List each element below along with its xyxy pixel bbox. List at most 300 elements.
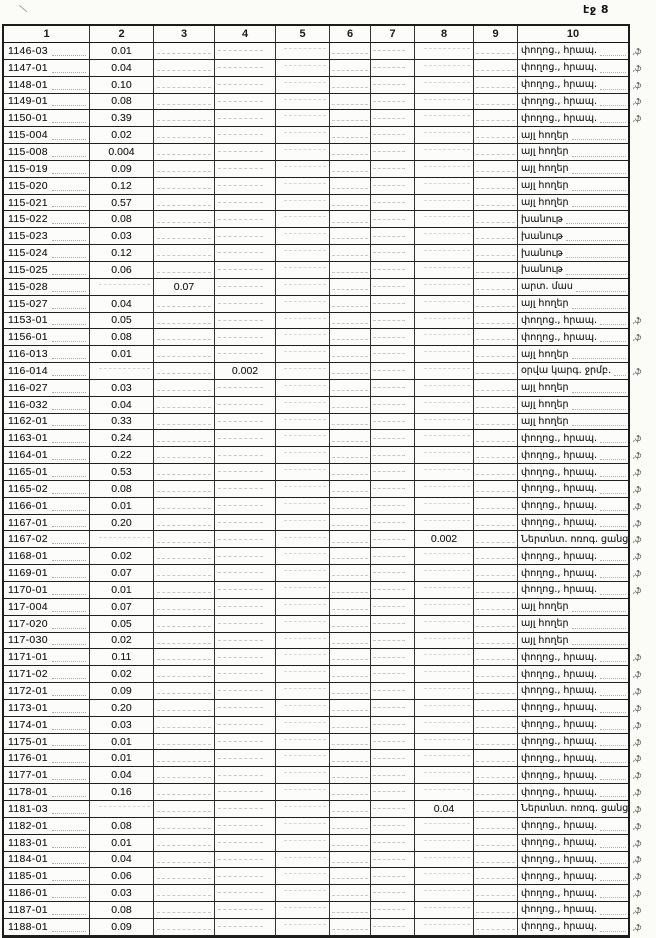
empty-cell	[415, 346, 474, 363]
empty-cell	[215, 481, 276, 498]
empty-cell	[371, 211, 415, 228]
empty-cell	[330, 868, 371, 885]
empty-cell	[215, 144, 276, 161]
parcel-code: 116-027	[4, 380, 90, 397]
empty-cell	[474, 380, 518, 397]
empty-cell	[415, 750, 474, 767]
parcel-code: 1178-01	[4, 784, 90, 801]
empty-cell	[276, 329, 330, 346]
empty-cell	[415, 784, 474, 801]
margin-mark: ,ֆ	[633, 97, 641, 107]
land-use-category: փողոց., հրապ.	[518, 852, 628, 869]
empty-cell	[330, 700, 371, 717]
parcel-code: 1176-01	[4, 750, 90, 767]
area-value: 0.39	[90, 110, 154, 127]
parcel-code: 115-028	[4, 279, 90, 296]
empty-cell	[276, 127, 330, 144]
margin-mark-empty	[633, 178, 655, 195]
empty-cell	[276, 818, 330, 835]
empty-cell	[330, 464, 371, 481]
land-use-category: այլ հողեր	[518, 178, 628, 195]
empty-cell	[415, 296, 474, 313]
empty-cell	[415, 852, 474, 869]
empty-cell	[371, 498, 415, 515]
land-use-category: այլ հողեր	[518, 414, 628, 431]
land-use-category: փողոց., հրապ.	[518, 329, 628, 346]
parcel-code: 116-013	[4, 346, 90, 363]
empty-cell	[154, 868, 215, 885]
parcel-code: 1170-01	[4, 582, 90, 599]
land-use-category: փողոց., հրապ.	[518, 464, 628, 481]
margin-mark-empty	[633, 211, 655, 228]
margin-mark: ,ֆ	[633, 653, 641, 663]
empty-cell	[330, 835, 371, 852]
parcel-code: 1148-01	[4, 77, 90, 94]
empty-cell	[474, 43, 518, 60]
empty-cell	[276, 447, 330, 464]
land-use-category: փողոց., հրապ.	[518, 666, 628, 683]
empty-cell	[276, 481, 330, 498]
margin-mark: ,ֆ	[633, 63, 641, 73]
land-use-category: փողոց., հրապ.	[518, 515, 628, 532]
empty-cell	[154, 784, 215, 801]
parcel-code: 117-004	[4, 599, 90, 616]
empty-cell	[215, 245, 276, 262]
area-value: 0.07	[154, 279, 215, 296]
empty-cell	[371, 178, 415, 195]
parcel-code: 1149-01	[4, 94, 90, 111]
margin-mark: ,ֆ	[633, 451, 641, 461]
empty-cell	[276, 801, 330, 818]
empty-cell	[371, 195, 415, 212]
empty-cell	[474, 430, 518, 447]
empty-cell	[415, 835, 474, 852]
area-value: 0.01	[90, 582, 154, 599]
parcel-code: 1165-02	[4, 481, 90, 498]
empty-cell	[474, 178, 518, 195]
empty-cell	[154, 363, 215, 380]
empty-cell	[474, 835, 518, 852]
area-value: 0.02	[90, 548, 154, 565]
land-use-category: խանութ	[518, 211, 628, 228]
parcel-code: 115-025	[4, 262, 90, 279]
empty-cell	[371, 296, 415, 313]
empty-cell	[415, 666, 474, 683]
empty-cell	[330, 262, 371, 279]
empty-cell	[276, 380, 330, 397]
parcel-code: 1186-01	[4, 885, 90, 902]
margin-mark: ,ֆ	[633, 737, 641, 747]
parcel-code: 1153-01	[4, 313, 90, 330]
empty-cell	[371, 94, 415, 111]
margin-mark: ,ֆ	[633, 804, 641, 814]
land-use-category: այլ հողեր	[518, 616, 628, 633]
empty-cell	[371, 77, 415, 94]
data-table	[2, 24, 630, 938]
empty-cell	[474, 582, 518, 599]
empty-cell	[415, 77, 474, 94]
empty-cell	[415, 144, 474, 161]
empty-cell	[154, 835, 215, 852]
empty-cell	[215, 515, 276, 532]
margin-mark: ,ֆ	[633, 788, 641, 798]
empty-cell	[371, 835, 415, 852]
empty-cell	[474, 818, 518, 835]
land-use-category: փողոց., հրապ.	[518, 868, 628, 885]
margin-mark: ,ֆ	[633, 922, 641, 932]
area-value: 0.07	[90, 599, 154, 616]
parcel-code: 117-020	[4, 616, 90, 633]
empty-cell	[215, 414, 276, 431]
parcel-code: 117-030	[4, 633, 90, 650]
land-use-category: խանութ	[518, 262, 628, 279]
empty-cell	[371, 565, 415, 582]
empty-cell	[215, 784, 276, 801]
margin-mark-empty	[633, 346, 655, 363]
column-header-7: 7	[371, 26, 415, 43]
empty-cell	[330, 447, 371, 464]
empty-cell	[371, 700, 415, 717]
empty-cell	[215, 498, 276, 515]
empty-cell	[215, 447, 276, 464]
parcel-code: 1163-01	[4, 430, 90, 447]
parcel-code: 1165-01	[4, 464, 90, 481]
empty-cell	[276, 750, 330, 767]
column-header-5: 5	[276, 26, 330, 43]
area-value: 0.12	[90, 178, 154, 195]
empty-cell	[154, 852, 215, 869]
land-use-category: այլ հողեր	[518, 127, 628, 144]
margin-mark-empty	[633, 161, 655, 178]
empty-cell	[215, 599, 276, 616]
empty-cell	[330, 767, 371, 784]
empty-cell	[474, 885, 518, 902]
empty-cell	[215, 380, 276, 397]
empty-cell	[415, 919, 474, 936]
area-value: 0.09	[90, 683, 154, 700]
empty-cell	[215, 801, 276, 818]
empty-cell	[154, 700, 215, 717]
empty-cell	[371, 430, 415, 447]
empty-cell	[330, 313, 371, 330]
empty-cell	[154, 127, 215, 144]
land-use-category: փողոց., հրապ.	[518, 750, 628, 767]
empty-cell	[474, 94, 518, 111]
empty-cell	[330, 397, 371, 414]
empty-cell	[371, 414, 415, 431]
land-use-category: փողոց., հրապ.	[518, 60, 628, 77]
land-use-category: խանութ	[518, 228, 628, 245]
empty-cell	[415, 599, 474, 616]
margin-mark: ,ֆ	[633, 686, 641, 696]
area-value: 0.05	[90, 313, 154, 330]
empty-cell	[154, 734, 215, 751]
page-number-label: էջ 8	[583, 3, 609, 16]
empty-cell	[276, 464, 330, 481]
empty-cell	[276, 565, 330, 582]
empty-cell	[154, 885, 215, 902]
empty-cell	[371, 60, 415, 77]
empty-cell	[330, 144, 371, 161]
empty-cell	[415, 178, 474, 195]
empty-cell	[415, 414, 474, 431]
margin-mark: ,ֆ	[633, 366, 641, 376]
empty-cell	[154, 515, 215, 532]
empty-cell	[474, 515, 518, 532]
empty-cell	[154, 245, 215, 262]
land-use-category: փողոց., հրապ.	[518, 818, 628, 835]
empty-cell	[474, 211, 518, 228]
empty-cell	[276, 531, 330, 548]
area-value: 0.10	[90, 77, 154, 94]
margin-mark-empty	[633, 228, 655, 245]
empty-cell	[154, 346, 215, 363]
margin-mark-empty	[633, 616, 655, 633]
parcel-code: 1182-01	[4, 818, 90, 835]
empty-cell	[154, 683, 215, 700]
empty-cell	[215, 885, 276, 902]
empty-cell	[415, 110, 474, 127]
empty-cell	[371, 734, 415, 751]
empty-cell	[330, 363, 371, 380]
empty-cell	[474, 329, 518, 346]
empty-cell	[330, 599, 371, 616]
empty-cell	[474, 498, 518, 515]
empty-cell	[154, 498, 215, 515]
parcel-code: 115-022	[4, 211, 90, 228]
empty-cell	[330, 750, 371, 767]
margin-mark: ,ֆ	[633, 552, 641, 562]
empty-cell	[330, 902, 371, 919]
empty-cell	[215, 127, 276, 144]
margin-mark: ,ֆ	[633, 333, 641, 343]
empty-cell	[474, 397, 518, 414]
empty-cell	[415, 683, 474, 700]
parcel-code: 1167-01	[4, 515, 90, 532]
empty-cell	[474, 346, 518, 363]
margin-mark: ,ֆ	[633, 434, 641, 444]
area-value: 0.08	[90, 902, 154, 919]
parcel-code: 1150-01	[4, 110, 90, 127]
empty-cell	[474, 599, 518, 616]
empty-cell	[154, 633, 215, 650]
empty-cell	[215, 464, 276, 481]
empty-cell	[154, 211, 215, 228]
empty-cell	[330, 498, 371, 515]
parcel-code: 1172-01	[4, 683, 90, 700]
empty-cell	[415, 430, 474, 447]
empty-cell	[154, 161, 215, 178]
empty-cell	[154, 110, 215, 127]
empty-cell	[415, 279, 474, 296]
area-value: 0.01	[90, 750, 154, 767]
empty-cell	[276, 313, 330, 330]
empty-cell	[154, 582, 215, 599]
area-value: 0.12	[90, 245, 154, 262]
land-use-category: փողոց., հրապ.	[518, 565, 628, 582]
land-use-category: այլ հողեր	[518, 296, 628, 313]
empty-cell	[215, 616, 276, 633]
empty-cell	[276, 296, 330, 313]
empty-cell	[276, 110, 330, 127]
empty-cell	[154, 750, 215, 767]
empty-cell	[371, 329, 415, 346]
empty-cell	[415, 464, 474, 481]
land-use-category: փողոց., հրապ.	[518, 835, 628, 852]
empty-cell	[474, 60, 518, 77]
empty-cell	[154, 380, 215, 397]
empty-cell	[371, 228, 415, 245]
margin-mark: ,ֆ	[633, 585, 641, 595]
column-header-10: 10	[518, 26, 628, 43]
area-value: 0.04	[90, 852, 154, 869]
empty-cell	[154, 599, 215, 616]
area-value: 0.05	[90, 616, 154, 633]
area-value: 0.09	[90, 919, 154, 936]
empty-cell	[474, 481, 518, 498]
empty-cell	[154, 414, 215, 431]
empty-cell	[154, 397, 215, 414]
empty-cell	[330, 110, 371, 127]
empty-cell	[371, 582, 415, 599]
empty-cell	[474, 717, 518, 734]
empty-cell	[276, 195, 330, 212]
empty-cell	[330, 919, 371, 936]
empty-cell	[474, 852, 518, 869]
empty-cell	[474, 127, 518, 144]
empty-cell	[276, 835, 330, 852]
empty-cell	[154, 717, 215, 734]
empty-cell	[415, 767, 474, 784]
area-value: 0.02	[90, 633, 154, 650]
empty-cell	[215, 531, 276, 548]
area-value: 0.08	[90, 329, 154, 346]
empty-cell	[154, 228, 215, 245]
margin-mark: ,ֆ	[633, 838, 641, 848]
empty-cell	[474, 447, 518, 464]
parcel-code: 116-014	[4, 363, 90, 380]
empty-cell	[330, 178, 371, 195]
empty-cell	[276, 852, 330, 869]
empty-cell	[215, 919, 276, 936]
empty-cell	[215, 649, 276, 666]
empty-cell	[371, 363, 415, 380]
empty-cell	[276, 734, 330, 751]
land-use-category: փողոց., հրապ.	[518, 734, 628, 751]
empty-cell	[154, 447, 215, 464]
empty-cell	[330, 565, 371, 582]
land-use-category: փողոց., հրապ.	[518, 919, 628, 936]
area-value: 0.20	[90, 700, 154, 717]
empty-cell	[474, 531, 518, 548]
empty-cell	[474, 110, 518, 127]
land-use-category: այլ հողեր	[518, 144, 628, 161]
empty-cell	[330, 43, 371, 60]
empty-cell	[154, 178, 215, 195]
empty-cell	[215, 228, 276, 245]
empty-cell	[330, 414, 371, 431]
empty-cell	[474, 313, 518, 330]
empty-cell	[330, 852, 371, 869]
empty-cell	[330, 548, 371, 565]
empty-cell	[371, 649, 415, 666]
empty-cell	[215, 902, 276, 919]
empty-cell	[474, 161, 518, 178]
parcel-code: 1166-01	[4, 498, 90, 515]
empty-cell	[371, 902, 415, 919]
empty-cell	[371, 548, 415, 565]
empty-cell	[154, 531, 215, 548]
area-value: 0.09	[90, 161, 154, 178]
empty-cell	[154, 296, 215, 313]
area-value: 0.01	[90, 734, 154, 751]
parcel-code: 1175-01	[4, 734, 90, 751]
empty-cell	[415, 195, 474, 212]
empty-cell	[415, 161, 474, 178]
empty-cell	[330, 717, 371, 734]
empty-cell	[330, 94, 371, 111]
empty-cell	[154, 818, 215, 835]
land-use-category: փողոց., հրապ.	[518, 700, 628, 717]
parcel-code: 1146-03	[4, 43, 90, 60]
empty-cell	[415, 582, 474, 599]
area-value: 0.03	[90, 885, 154, 902]
empty-cell	[215, 296, 276, 313]
land-use-category: փողոց., հրապ.	[518, 110, 628, 127]
empty-cell	[415, 565, 474, 582]
empty-cell	[154, 919, 215, 936]
empty-cell	[415, 700, 474, 717]
empty-cell	[371, 447, 415, 464]
margin-mark: ,ֆ	[633, 855, 641, 865]
empty-cell	[330, 784, 371, 801]
empty-cell	[215, 633, 276, 650]
area-value: 0.57	[90, 195, 154, 212]
area-value: 0.22	[90, 447, 154, 464]
margin-mark: ,ֆ	[633, 720, 641, 730]
empty-cell	[330, 582, 371, 599]
land-use-category: փողոց., հրապ.	[518, 548, 628, 565]
empty-cell	[474, 683, 518, 700]
land-use-category: փողոց., հրապ.	[518, 784, 628, 801]
empty-cell	[330, 127, 371, 144]
empty-cell	[215, 195, 276, 212]
land-use-category: փողոց., հրապ.	[518, 683, 628, 700]
empty-cell	[371, 481, 415, 498]
empty-cell	[415, 94, 474, 111]
margin-mark: ,ֆ	[633, 501, 641, 511]
land-use-category: արտ. մաս	[518, 279, 628, 296]
parcel-code: 1184-01	[4, 852, 90, 869]
land-use-category: այլ հողեր	[518, 380, 628, 397]
area-value: 0.04	[415, 801, 474, 818]
empty-cell	[371, 127, 415, 144]
empty-cell	[154, 43, 215, 60]
empty-cell	[215, 666, 276, 683]
empty-cell	[415, 329, 474, 346]
empty-cell	[330, 801, 371, 818]
land-use-category: օրվա կարգ. ջրմբ.	[518, 363, 628, 380]
empty-cell	[215, 262, 276, 279]
margin-mark: ,ֆ	[633, 754, 641, 764]
empty-cell	[371, 279, 415, 296]
margin-mark: ,ֆ	[633, 703, 641, 713]
empty-cell	[276, 144, 330, 161]
area-value: 0.08	[90, 211, 154, 228]
margin-mark: ,ֆ	[633, 569, 641, 579]
empty-cell	[415, 228, 474, 245]
empty-cell	[154, 548, 215, 565]
